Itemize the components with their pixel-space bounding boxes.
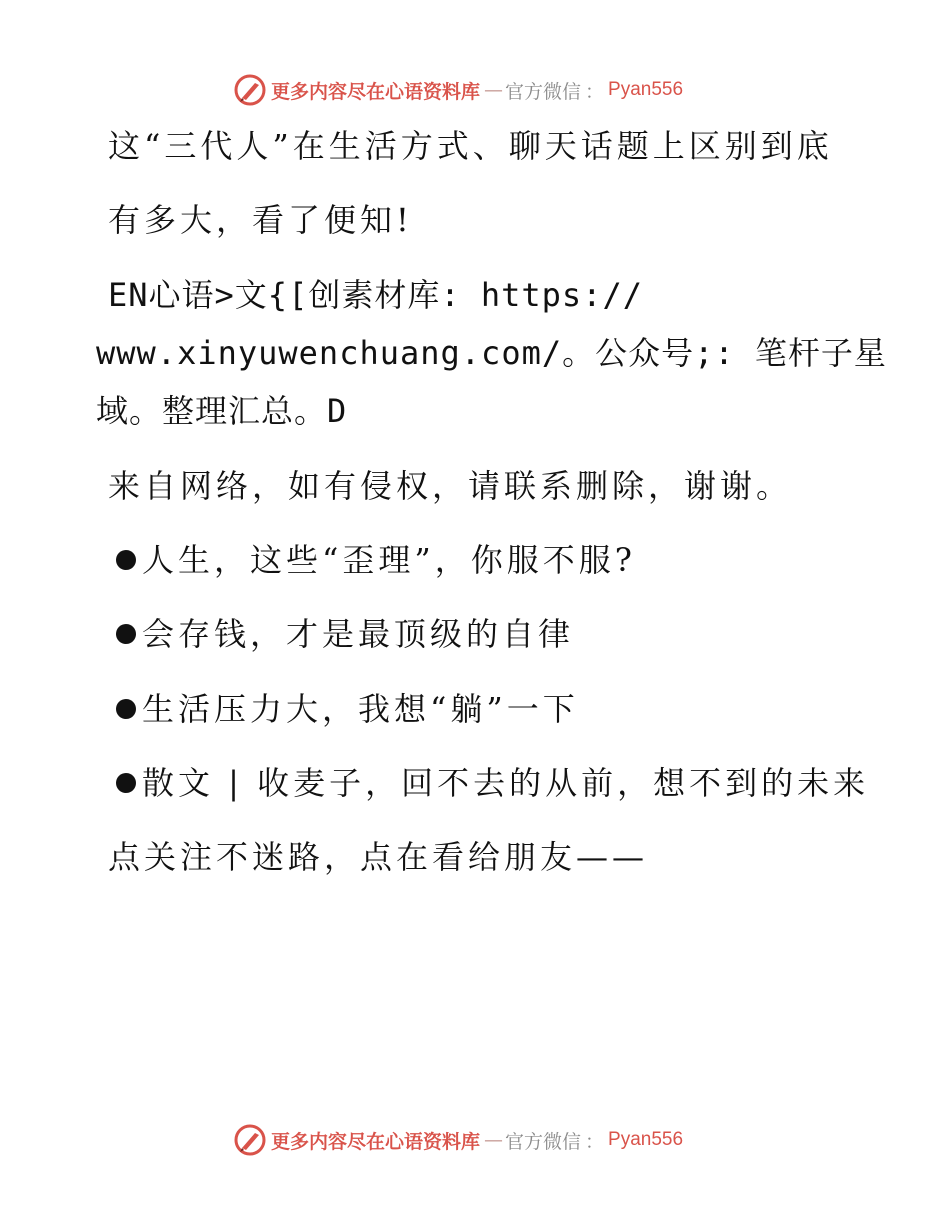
watermark-footer [233,1122,683,1158]
watermark-colon: ： [585,1130,605,1153]
source-line-1: EN心语>文{[创素材库: https:// [108,276,643,314]
related-article-title: 人生，这些“歪理”，你服不服? [142,541,636,579]
title-line-2: 有多大，看了便知! [108,201,413,239]
watermark-wechat-label: 官方微信 [505,80,582,103]
watermark-dash: — [484,79,502,101]
watermark-account: Pyan556 [608,1129,684,1150]
bullet-icon [116,624,136,644]
related-article-title: 会存钱，才是最顶级的自律 [142,615,575,653]
watermark-colon: ： [585,80,605,103]
related-article[interactable] [116,614,574,654]
watermark-site-text: 更多内容尽在心语资料库 [271,80,481,103]
related-article[interactable] [116,689,579,729]
related-article-title: 散文 | 收麦子，回不去的从前，想不到的未来 [142,764,870,802]
watermark-site-text: 更多内容尽在心语资料库 [271,1130,481,1153]
related-article-title: 生活压力大，我想“躺”一下 [142,690,579,728]
watermark-dash: — [484,1129,502,1151]
related-article[interactable] [116,763,869,803]
watermark-account: Pyan556 [608,79,684,100]
watermark-wechat-label: 官方微信 [505,1130,582,1153]
related-article[interactable] [116,540,636,580]
watermark-header [233,72,683,108]
follow-cta: 点关注不迷路，点在看给朋友—— [108,838,649,876]
title-line-1: 这“三代人”在生活方式、聊天话题上区别到底 [108,127,833,165]
source-line-3: 域。整理汇总。D [96,392,348,430]
pen-logo-icon [233,1123,267,1157]
bullet-icon [116,550,136,570]
pen-logo-icon [233,73,267,107]
disclaimer: 来自网络，如有侵权，请联系删除，谢谢。 [108,467,793,505]
bullet-icon [116,773,136,793]
bullet-icon [116,699,136,719]
source-line-2: www.xinyuwenchuang.com/。公众号;: 笔杆子星 [96,334,887,372]
